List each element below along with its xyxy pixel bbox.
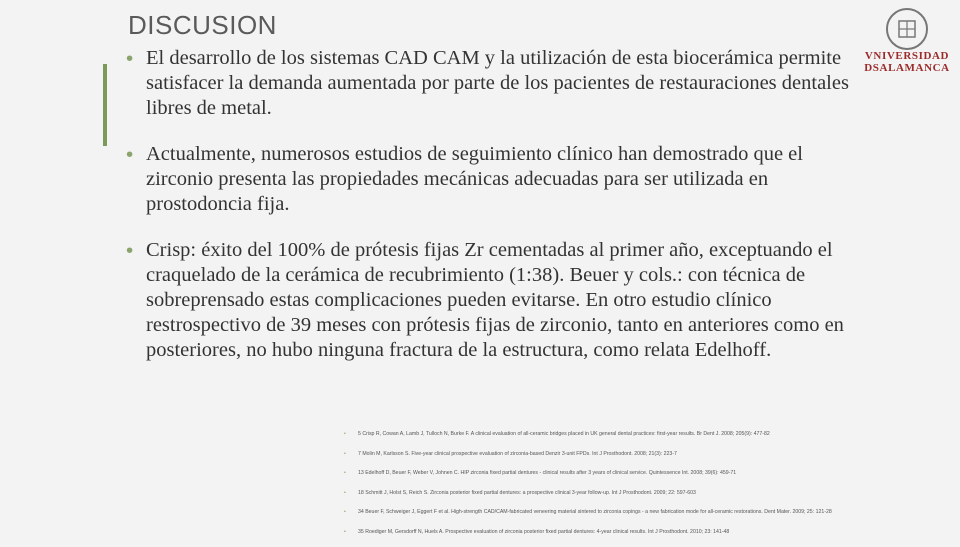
reference-list xyxy=(344,430,944,547)
reference-item: • 7 Molin M, Karlsson S. Five-year clinical prospective evaluation of zirconia-based Denzir 3-unit FPDs. Int J Prosthodont. 2008; 21(3): 223-7 xyxy=(344,450,944,470)
university-seal-icon xyxy=(886,8,928,50)
reference-item: • 13 Edelhoff D, Beuer F, Weber V, Johnen C. HIP zirconia fixed partial dentures - clinical results after 3 years of clinical service. Quintessence Int. 2008; 39(6): 459-71 xyxy=(344,469,944,489)
slide-title: DISCUSION xyxy=(128,10,277,41)
bullet-item: • Crisp: éxito del 100% de prótesis fijas Zr cementadas al primer año, exceptuando el craquelado de la cerámica de recubrimiento (1:38). Beuer y cols.: con técnica de sobreprensado estas complicaciones pueden evitarse. En otro estudio clínico restrospectivo de 39 meses con prótesis fijas de zirconio, tanto en anteriores como en posteriores, no hubo ninguna fractura de la estructura, como relata Edelhoff. xyxy=(126,238,866,363)
university-logo xyxy=(862,8,952,74)
reference-item: • 34 Beuer F, Schweiger J, Eggert F et al. High-strength CAD/CAM-fabricated veneering material sintered to zirconia copings - a new fabrication mode for all-ceramic restorations. Dent Mater. 2009; 25: 121-28 xyxy=(344,508,944,528)
accent-bar xyxy=(103,64,107,146)
reference-item: • 18 Schmitt J, Holst S, Reich S. Zirconia posterior fixed partial dentures: a prospective clinical 3-year follow-up. Int J Prosthodont. 2009; 22: 597-603 xyxy=(344,489,944,509)
logo-line-2: DSALAMANCA xyxy=(862,62,952,74)
bullet-item: • Actualmente, numerosos estudios de seguimiento clínico han demostrado que el zirconio presenta las propiedades mecánicas adecuadas para ser utilizada en prostodoncia fija. xyxy=(126,142,866,217)
reference-item: • 35 Roediger M, Gersdorff N, Huels A. Prospective evaluation of zirconia posterior fixed partial dentures: 4-year clinical results. Int J Prosthodont. 2010; 23: 141-48 xyxy=(344,528,944,547)
bullet-item: • El desarrollo de los sistemas CAD CAM y la utilización de esta biocerámica permite satisfacer la demanda aumentada por parte de los pacientes de restauraciones dentales libres de metal. xyxy=(126,46,866,121)
logo-line-1: VNIVERSIDAD xyxy=(862,50,952,62)
reference-item: • 5 Crisp R, Cowan A, Lamb J, Tulloch N, Burke F. A clinical evaluation of all-ceramic bridges placed in UK general dental practices: first-year results. Br Dent J. 2008; 205(9): 477-82 xyxy=(344,430,944,450)
bullet-list xyxy=(126,46,866,384)
